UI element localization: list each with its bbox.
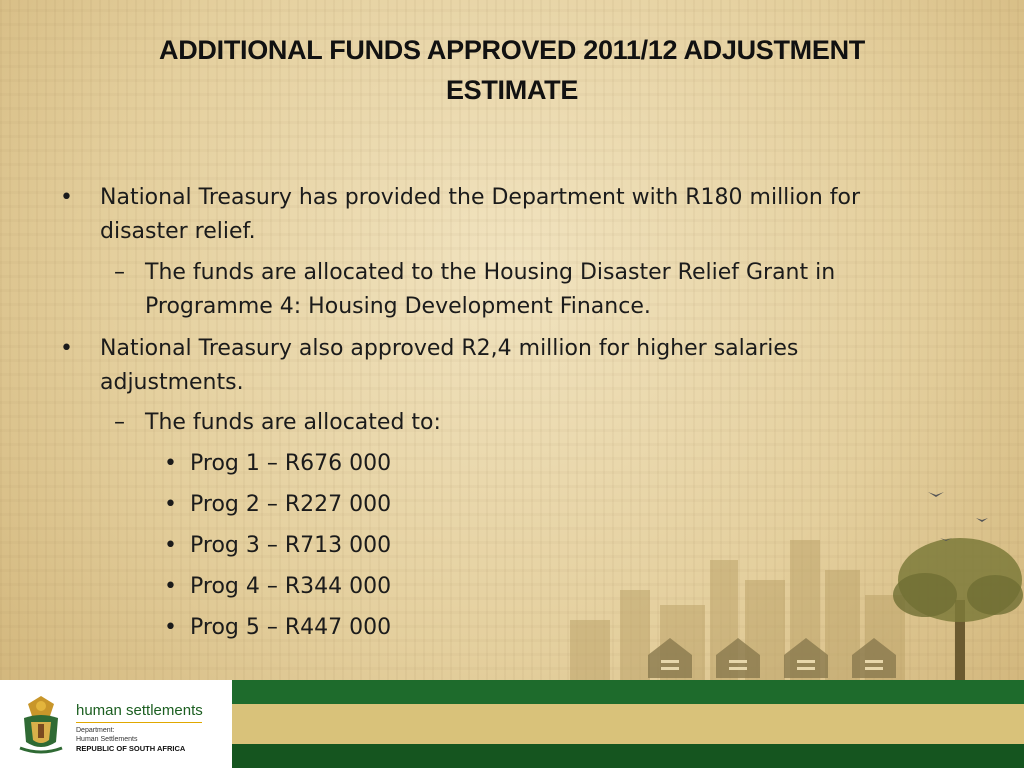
- bullet-1-line-1: National Treasury has provided the Department with R180 million for: [100, 185, 861, 210]
- slide-title-line-2: ESTIMATE: [445, 75, 579, 105]
- country-name: REPUBLIC OF SOUTH AFRICA: [76, 744, 186, 753]
- programme-item: Prog 2 – R227 000: [190, 492, 392, 517]
- bullet-2-sub: The funds are allocated to:: [145, 410, 441, 435]
- bullet-mark: •: [164, 574, 177, 599]
- bullet-mark: •: [164, 492, 177, 517]
- programme-item: Prog 1 – R676 000: [190, 451, 392, 476]
- department-logo-box: [0, 680, 232, 768]
- bullet-1-sub-line-2: Programme 4: Housing Development Finance.: [145, 294, 651, 319]
- programme-item: Prog 5 – R447 000: [190, 615, 392, 640]
- bullet-mark: •: [60, 336, 73, 361]
- bullet-mark: •: [60, 185, 73, 210]
- dash-mark: –: [114, 410, 125, 435]
- footer-banner: [0, 680, 1024, 768]
- footer-stripe-green: [232, 680, 1024, 704]
- bullet-mark: •: [164, 533, 177, 558]
- bullet-1-line-2: disaster relief.: [100, 219, 256, 244]
- coat-of-arms-icon: [14, 692, 68, 756]
- footer-stripe-gold: [232, 704, 1024, 744]
- footer-stripe-dark-green: [232, 744, 1024, 768]
- dept-name: Human Settlements: [76, 736, 138, 743]
- programme-item: Prog 3 – R713 000: [190, 533, 392, 558]
- brand-divider: [76, 722, 202, 723]
- brand-name: human settlements: [76, 702, 203, 719]
- bullet-1-sub-line-1: The funds are allocated to the Housing Disaster Relief Grant in: [145, 260, 836, 285]
- dash-mark: –: [114, 260, 125, 285]
- programme-item: Prog 4 – R344 000: [190, 574, 392, 599]
- slide-title-line-1: ADDITIONAL FUNDS APPROVED 2011/12 ADJUSTMENT: [159, 35, 865, 65]
- dept-label: Department:: [76, 727, 115, 734]
- bullet-mark: •: [164, 615, 177, 640]
- bullet-2-line-2: adjustments.: [100, 370, 244, 395]
- bullet-mark: •: [164, 451, 177, 476]
- bullet-2-line-1: National Treasury also approved R2,4 million for higher salaries: [100, 336, 799, 361]
